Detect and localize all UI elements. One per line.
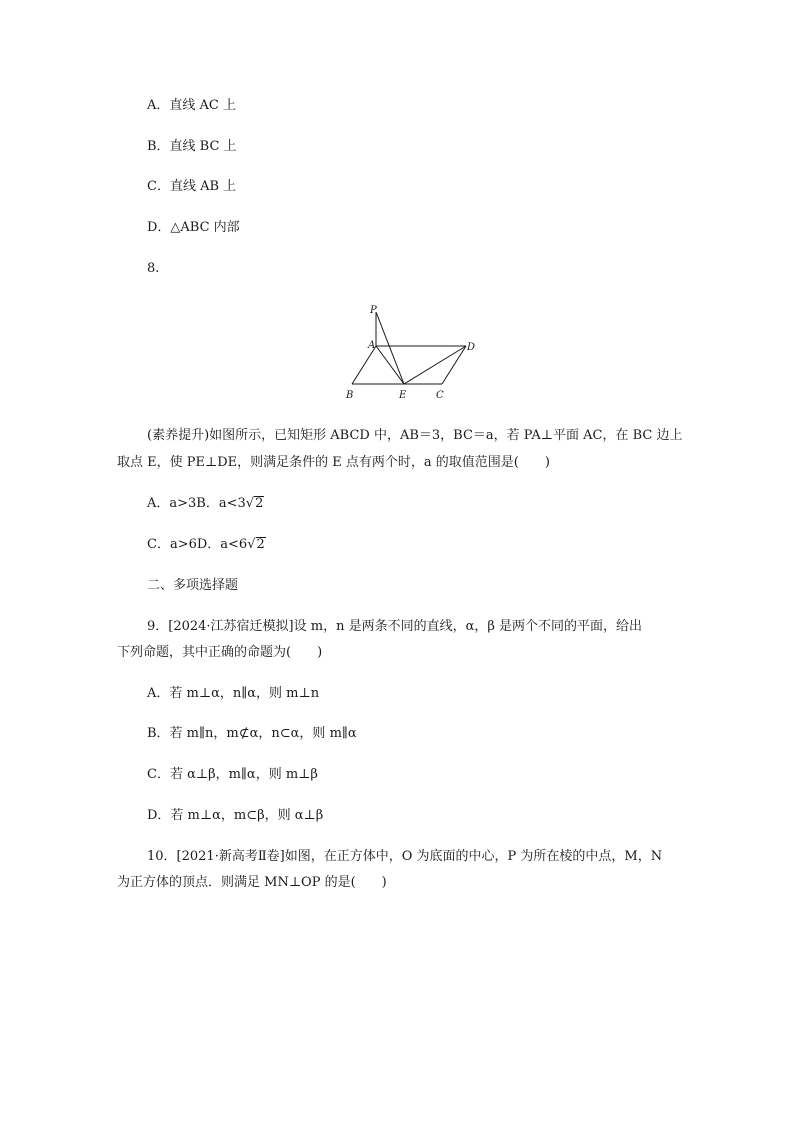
segment-ae (376, 346, 404, 384)
label-e: E (399, 390, 407, 401)
q9-option-b: B．若 m∥n，m⊄α，n⊂α，则 m∥α (147, 726, 357, 741)
q9-option-c: C．若 α⊥β，m∥α，则 m⊥β (147, 767, 318, 782)
sqrt-expression (246, 494, 265, 514)
q9-option-a: A．若 m⊥α，n∥α，则 m⊥n (147, 686, 320, 701)
label-b: B (346, 390, 354, 401)
q10-stem-line1: 10．[2021·新高考Ⅱ卷]如图，在正方体中，O 为底面的中心，P 为所在棱的中点，M，N (147, 849, 663, 864)
label-d: D (467, 342, 476, 353)
q8-stem-line1: (素养提升)如图所示，已知矩形 ABCD 中，AB＝3，BC＝a，若 PA⊥平面 AC，在 BC 边上 (147, 428, 683, 443)
segment-cd (442, 346, 466, 384)
q7-option-a: A．直线 AC 上 (147, 98, 236, 113)
q9-stem-line2: 下列命题，其中正确的命题为( ) (117, 645, 323, 660)
q8-stem-line2: 取点 E，使 PE⊥DE，则满足条件的 E 点有两个时，a 的取值范围是( ) (117, 455, 550, 470)
sqrt-icon: √ (245, 496, 255, 511)
q7-option-b: B．直线 BC 上 (147, 139, 237, 154)
q10-stem-line2: 为正方体的顶点．则满足 MN⊥OP 的是( ) (117, 875, 387, 890)
q7-option-c: C．直线 AB 上 (147, 179, 237, 194)
section-title: 二、多项选择题 (147, 578, 239, 593)
label-a: A (368, 340, 376, 351)
q9-option-d: D．若 m⊥α，m⊂β，则 α⊥β (147, 808, 324, 823)
q9-stem-line1: 9．[2024·江苏宿迁模拟]设 m，n 是两条不同的直线，α，β 是两个不同的平面，给出 (147, 619, 643, 634)
q8-options-ab (147, 494, 264, 514)
q7-option-d: D．△ABC 内部 (147, 220, 240, 235)
segment-de (404, 346, 466, 384)
label-p: P (370, 305, 377, 316)
sqrt-arg: 2 (255, 496, 264, 511)
q8-options-cd (147, 535, 266, 555)
label-c: C (436, 390, 444, 401)
q8-options-cd-text: C．a>6D．a<6 (147, 537, 248, 552)
sqrt-arg: 2 (256, 537, 265, 552)
q8-options-ab-text: A．a>3B．a<3 (147, 496, 246, 511)
sqrt-icon: √ (247, 537, 256, 552)
q8-number: 8. (147, 261, 160, 276)
sqrt-expression (247, 535, 266, 555)
segment-pe (376, 312, 404, 384)
segment-ab (352, 346, 376, 384)
